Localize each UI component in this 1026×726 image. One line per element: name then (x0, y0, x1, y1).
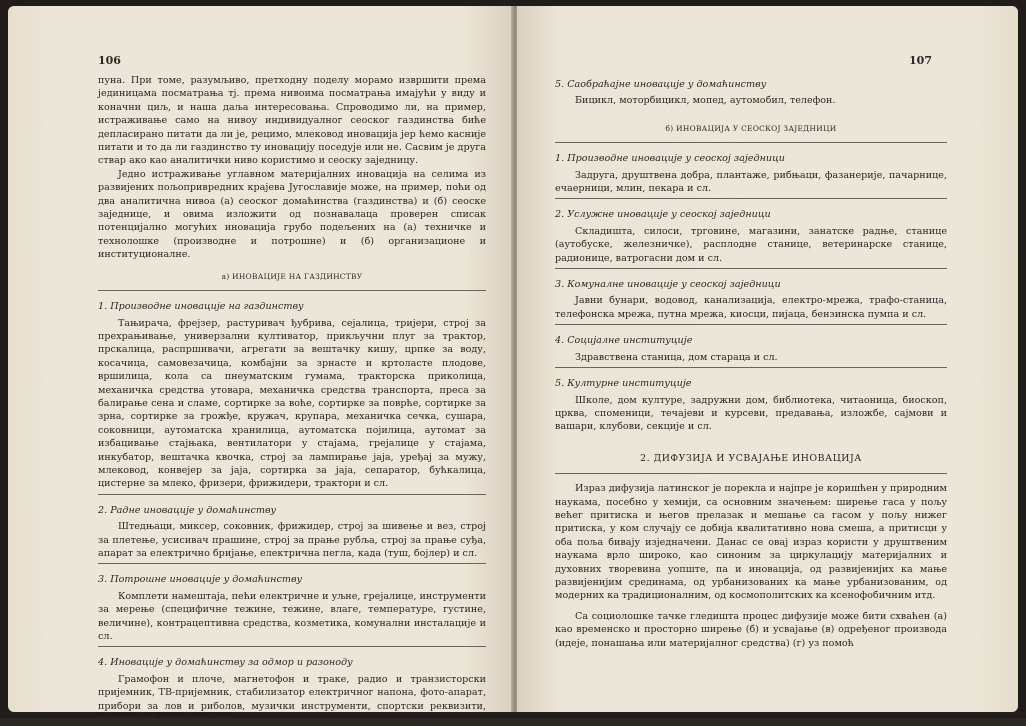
item-text: Тањирача, фрејзер, растуривач ђубрива, сејалица, тријери, строј за прехрањивање, универзални култиватор, прикључни плуг за трактор, прскалица, распршивачи, агрегати за вештачку кишу, црпке за воду, косачица, самовезачица, комбајни за зрнасте и кртоласте плодове, вршилица, кола са пнеуматским гумама, тракторска приколица, механичка средства утовара, механичка средства транспорта, преса за балирање сена и сламе, сортирке за воће, сортирке за поврће, сортирке за зрна, сортирке за грожђе, кружач, крупара, механичка сечка, сушара, соковници, аутоматска хранилица, аутоматска појилица, аутомат за избацивање стајњака, вентилатори у стајама, грејалице у стајама, инкубатор, вештачка квочка, строј за лампирање јаја, уређај за мужу, млековод, конвејер за јаја, сортирка за јаја, сепаратор, бућкалица, цистерне за млеко, фризери, фрижидери, трактори и сл. (98, 317, 486, 490)
paragraph: Једно истраживање углавном материјалних иновација на селима из развијених пољопривредних крајева Југославије може, на пример, поћи од два аналитична нивоа (а) сеоског домаћинства (газдинства) и (б) сеоске заједнице, и овима изложити од познавалаца проверен списак потенцијално могућих иновација грубо подељених на (а) техничке и технолошке (производне и потрошне) и (б) организационе и институционалне. (98, 168, 486, 261)
divider (555, 324, 947, 325)
divider (98, 563, 486, 564)
paragraph: пуна. При томе, разумљиво, претходну поделу морамо извршити према јединицама посматрања тј. према нивоима посматрања имајући у виду и коначни циљ, и наша даља интересовања. Спроводимо ли, на пример, истраживање само на нивоу индивидуалног сеоског газдинства биће депласирано питати да ли је, рецимо, млековод иновација јер ћемо касније питати и то да ли газдинство ту иновацију поседује или не. Сасвим је друга ствар ако као аналитички ниво користимо и сеоску заједницу. (98, 75, 486, 167)
item-text: Комплети намештаја, пећи електричне и уљне, грејалице, инструменти за мерење (специфичне тежине, тежине, влаге, температуре, густине, величине), контрацептивна средства, козметика, комунални инсталације и сл. (98, 590, 486, 643)
divider (98, 290, 486, 291)
item-text: Задруга, друштвена добра, плантаже, рибњаци, фазанерије, пачарнице, ечаерници, млин, пекара и сл. (555, 169, 947, 195)
subsection-title: а) ИНОВАЦИЈЕ НА ГАЗДИНСТВУ (221, 271, 363, 281)
item-heading: 3. Потрошне иновације у домаћинству (98, 574, 303, 586)
item-text: Бицикл, моторбицикл, мопед, аутомобил, телефон. (575, 95, 836, 107)
divider (555, 367, 947, 368)
subsection-title: б) ИНОВАЦИЈА У СЕОСКОЈ ЗАЈЕДНИЦИ (665, 123, 837, 133)
item-text: Складишта, силоси, трговине, магазини, занатске радње, станице (аутобуске, железничке), расплодне станице, ветеринарске станице, радионице, ватрогасни дом и сл. (555, 225, 947, 264)
divider (555, 473, 947, 474)
item-heading: 1. Производне иновације у сеоској заједници (555, 153, 785, 165)
page-number: 106 (98, 54, 121, 67)
item-heading: 4. Иновације у домаћинству за одмор и разоноду (98, 657, 353, 669)
item-heading: 2. Радне иновације у домаћинству (98, 504, 277, 516)
item-heading: 3. Комуналне иновације у сеоској заједници (555, 279, 781, 291)
right-page (517, 6, 1018, 712)
right-page-content (555, 74, 947, 650)
paragraph: Са социолошке тачке гледишта процес дифузије може бити схваћен (а) као временско и просторно ширење (б) и усвајање (в) одређеног производа (идеје, понашања или материјалног средства) (г) уз помоћ (555, 610, 947, 649)
divider (555, 142, 947, 143)
section-title: 2. ДИФУЗИЈА И УСВАЈАЊЕ ИНОВАЦИЈА (640, 452, 862, 464)
item-text: Здравствена станица, дом стараца и сл. (575, 351, 778, 363)
divider (98, 646, 486, 647)
item-text: Јавни бунари, водовод, канализација, електро-мрежа, трафо-станица, телефонска мрежа, путна мрежа, киосци, пијаца, бензинска пумпа и сл. (555, 295, 947, 320)
left-page (8, 6, 513, 726)
page-number: 107 (909, 54, 932, 67)
divider (98, 494, 486, 495)
item-text: Грамофон и плоче, магнетофон и траке, радио и транзисторски пријемник, ТВ-пријемник, стабилизатор електричног напона, фото-апарат, прибори за лов и риболов, музички инструменти, спортски реквизити, приручна библиотека и сл. (98, 673, 486, 726)
item-text: Школе, дом културе, задружни дом, библиотека, читаоница, биоскоп, црква, споменици, течајеви и курсеви, предавања, изложбе, сајмови и вашари, клубови, секције и сл. (555, 394, 947, 433)
item-heading: 2. Услужне иновације у сеоској заједници (555, 209, 771, 221)
item-heading: 5. Саобраћајне иновације у домаћинству (555, 79, 767, 90)
left-page-content (98, 74, 486, 726)
paragraph: Израз дифузија латинског је порекла и најпре је коришћен у природним наукама, посебно у хемији, са основним значењем: ширење гаса у пољу већег притиска и његов прелазак и мешање са гасом у пољу нижег притиска, у ком случају се добија квалитативно нова смеша, а притисци у оба поља бивају изједначени. Данас се овај израз користи у друштвеним наукама врло широко, као синоним за циркулацију материјалних и духовних творевина уопште, па и иновација, од развијенијих ка мање развијенијим срединама, од урбанизованих ка мање урбанизованим, од модерних ка традиционалним, од космополитских ка ксенофобичним итд. (555, 483, 947, 602)
item-heading: 4. Социјалне институције (555, 335, 693, 347)
item-text: Штедњаци, миксер, соковник, фрижидер, строј за шивење и вез, строј за плетење, усисивач прашине, строј за прање рубља, строј за прање суђа, апарат за електрично бријање, електрична пегла, када (туш, бојлер) и сл. (98, 521, 486, 559)
divider (555, 198, 947, 199)
divider (555, 268, 947, 269)
item-heading: 1. Производне иновације на газдинству (98, 301, 304, 313)
item-heading: 5. Културне институције (555, 378, 692, 390)
